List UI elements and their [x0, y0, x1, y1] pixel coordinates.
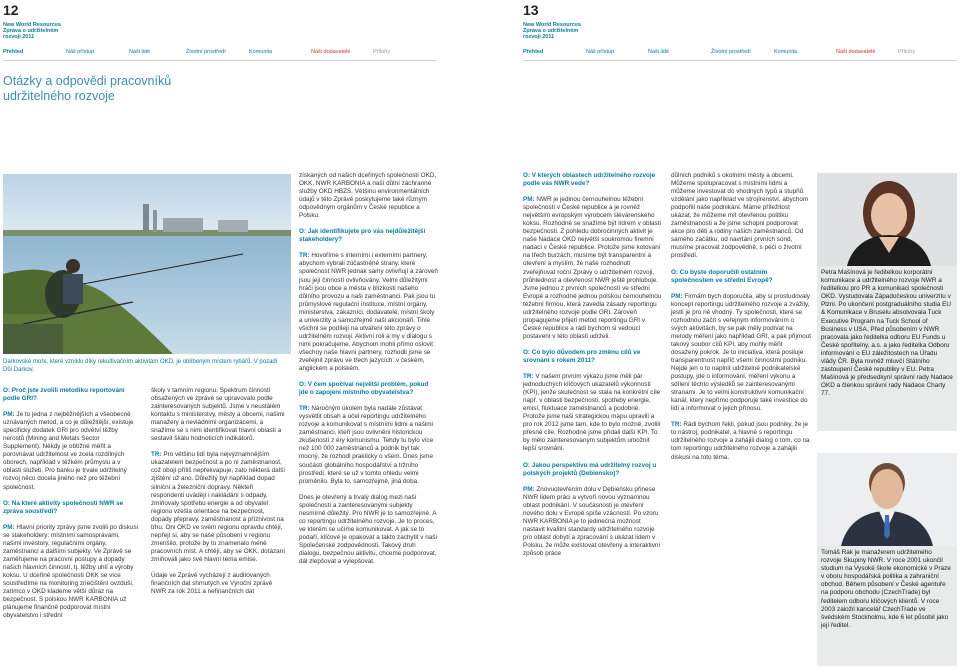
portrait-tomas-rak	[817, 453, 957, 546]
nav-item-prilohy[interactable]: Přílohy	[373, 49, 391, 55]
portrait-illustration	[817, 453, 957, 546]
paragraph: Dnes je otevřený a trvalý dialog mezi naší společností a zainteresovanými subjekty nesmírně důležitý. Pro NWR je to samozřejmé. A co reportingu udržitelného rozvoje. Je to proces, ve kterém se učíme komunikovat. A jak se to podaří, klíčové je opakovat a takto zachytit v naší Společenské zodpovědnosti. Takový druh dialogu, bezpečnou aktivitu, chceme podporovat, dál zlepšovat a vylepšovat.	[299, 493, 438, 566]
nav-item-zivotni-prostredi[interactable]: Životní prostředí	[711, 49, 751, 55]
speaker-label: TR:	[671, 421, 682, 429]
question: O: Co byste doporučili ostatním společnostem ve střední Evropě?	[671, 268, 773, 284]
answer	[299, 405, 439, 485]
answer	[3, 524, 139, 621]
speaker-label: PM:	[3, 411, 15, 419]
section-nav	[3, 49, 436, 61]
nav-item-nas-pristup[interactable]: Náš přístup	[586, 49, 615, 55]
question: O: Proč jste zvolili metodiku reportování podle GRI?	[3, 387, 125, 403]
answer	[523, 486, 663, 558]
speaker-label: TR:	[299, 405, 310, 413]
answer	[523, 373, 663, 453]
answer	[671, 421, 811, 461]
report-title	[3, 22, 73, 41]
answer-text: V našem prvním výkazu jsme měli pár jednoduchých klíčových ukazatelů výkonnosti (KPI), jenže skutečnost se stala na konkrétní cíle např. v oblasti bezpečnosti, spotřeby energie, emisí, fluktuace zaměstnanců a podobně. Protože jsme naši strategickou mapu upravili a pro rok 2012 jsme tam, kde to bylo možné, zvolili přesné cíle. Rozhodně jsme přidali další KPI. To by mělo zainteresovaným subjektům umožnit lepší srovnání.	[523, 373, 661, 453]
nav-item-nasi-dodavatele[interactable]: Naši dodavatelé	[836, 49, 876, 55]
answer-text: Náročným úkolem byla nadále zůstávat vysvětlit obsah a účel reportingu udržitelného rozvoje a komunikovat s místními lidmi a našimi zaměstnanci, kteří jsou ovlivněni historickou zkušeností z éry komunismu. Tehdy tu bylo více než 100 000 zaměstnanců a podnik byl tak mocný, že rozhodl prakticky o všem. Dnes jsme součástí globálního hospodářství a tržního prostředí, které se už v tomto ohledu velmi proměnilo. Byla to, samozřejmě, jiná doba.	[299, 405, 434, 485]
section-nav	[523, 49, 957, 61]
nav-item-prehled[interactable]: Přehled	[523, 49, 544, 55]
left-column-2	[151, 387, 287, 604]
nav-item-prehled[interactable]: Přehled	[3, 49, 24, 55]
nav-item-nasi-lide[interactable]: Naši lidé	[648, 49, 670, 55]
page-number: 13	[523, 2, 539, 18]
page-heading-line: Otázky a odpovědi pracovníků	[3, 74, 172, 88]
report-title-line: rozvoji 2011	[3, 34, 35, 41]
paragraph: Údaje ve Zprávě vycházejí z auditovaných finančních dat shrnutých ve Výroční zprávě NWR za rok 2011 a nefinančních dat	[151, 571, 273, 596]
nav-item-nasi-dodavatele[interactable]: Naši dodavatelé	[311, 49, 351, 55]
question: O: Na které aktivity společnosti NWR se zpráva soustředí?	[3, 499, 124, 515]
page-heading	[3, 74, 243, 104]
question: O: Co bylo důvodem pro změnu cílů ve srovnání s rokem 2011?	[523, 348, 641, 364]
answer-text: Hovoříme s interními i externími partnery, abychom vybrali zúčastněné strany, které společnost NWR jednak samy ovlivňují a zároveň jsou její činností ovlivňovány. Velmi důležitými hráči jsou obce a města v blízkosti našeho důlního provozu a naši zaměstnanci. Pak jsou tu průmyslové regulační instituce, místní orgány, ministerstva, zákazníci, dodavatelé, místní školy a univerzity a samozřejmě naši akcionáři. Tihle všichni se podílejí na utváření této zprávy o udržitelném rozvoji. Aktivní roli a my v dialogu s nimi pokračujeme. Abychom mohli přímo oslovit všechny naše hlavní partnery, rozhodli jsme se zveřejnit zprávu ve třech jazycích: v českém, anglickém a polském.	[299, 252, 438, 373]
answer-text: Rádi bychom řekli, pokud jsou podniky, že je to nástroj, podnikatel, a hlavně s reportingu udržitelného rozvoje a zahájili dialog o tom, co na tom reportingu udržitelného rozvoje a zahájili diskusi na toto téma.	[671, 421, 810, 461]
report-title-line: Zpráva o udržitelném	[3, 28, 59, 35]
report-title	[523, 22, 593, 41]
answer-text: Hlavní priority zprávy jsme zvolili po diskusi se stakeholdery: místními samosprávami, našimi investory, regulačními orgány, zaměstnanci a dalšími subjekty. Ve Zprávě se zaměřujeme na pracovní postupy a dopady našich hlavních činností, tj. těžby uhlí a výroby koksu. U dceřiné společnosti OKK se více soustředíme na monitoring znečištění ovzduší, zatímco v OKD klademe větší důraz na bezpečnost. S polskou NWR KARBONIA už plánujeme finančně podporovat místní obyvatelstvo i střední	[3, 523, 139, 620]
question: O: Jak identifikujete pro vás nejdůležitější stakeholdery?	[299, 228, 426, 244]
paragraph: získaných od našich dceřiných společností OKD, OKK, NWR KARBONIA a naší důlní záchranné služby OKD HBZS. Většinu environmentálních údajů v této Zprávě poskytujeme také různým odpovědným orgánům v České republice a Polsku.	[299, 172, 437, 220]
answer-text: Firmám bych doporučila, aby si prostudovaly koncept reportingu udržitelného rozvoje a zvážily, jestli je pro ně vhodný. Ty společnosti, které se rozhodnou začít s veřejným informováním o svých aktivitách, by se pak měly podívat na metody měření jako například GRI, a pak přijmout takový soubor cílů KPI, aby mohly měřit dosažený pokrok. Je to iniciativa, která posiluje transparentnost napříč všemi činnostmi podniku. Nejde jen o to naplnit udržitelné podnikatelské postupy, jde o informování, měření výkonu a sdílení těchto výsledků se zainteresovanými stranami. Je to velmi konstruktivní komunikační kanál, který nepřímo podporuje také investice do lidí a informovat o jejich přínosu.	[671, 292, 811, 413]
question: O: V kterých oblastech udržitelného rozvoje podle vás NWR vede?	[523, 172, 656, 188]
speaker-label: PM:	[523, 485, 535, 493]
left-column-3	[299, 172, 439, 574]
answer	[299, 252, 439, 373]
nav-item-nas-pristup[interactable]: Náš přístup	[66, 49, 95, 55]
question: O: V čem spočívaí největší problém, pokud jde o zapojení místního obyvatelstva?	[299, 381, 429, 397]
fishing-lake-photo	[3, 174, 291, 354]
speaker-label: TR:	[299, 252, 310, 260]
speaker-label: PM:	[671, 292, 683, 300]
question: O: Jakou perspektivu má udržitelný rozvoj u polských projektů (Debiensko)?	[523, 461, 657, 477]
page-heading-line: udržitelného rozvoje	[3, 89, 115, 103]
answer	[151, 451, 287, 564]
report-title-line: rozvoji 2011	[523, 34, 555, 41]
speaker-label: PM:	[3, 523, 15, 531]
paragraph: školy v tamním regionu. Spektrum činností obsažených ve zprávě se upravovalo podle zainteresovaných subjektů. Jsme v neustálém kontaktu s ministerstvy, městy a obcemi, našimi manažery a nevládními organizacemi, a snažíme se s nimi identifikovat hlavní oblasti a sestavit škálu hodnoticích indikátorů.	[151, 387, 285, 443]
left-column-1	[3, 387, 139, 628]
speaker-label: TR:	[151, 451, 162, 459]
answer-text: NWR je jedinou černouhelnou těžební společností v České republice a je rovněž největším evropským výrobcem slévárenského koksu. Rozhodně se snažíme být lídrem v oblasti bezpečnosti. Z pohledu dobročinných aktivit je naše Nadace OKD největší soukromou firemní nadací v České republice. Protože jsme kotovaní na třech burzách, musíme být transparentní a otevření a myslím, že naše rozhodnutí zveřejňovat roční Zprávy o udržitelném rozvoji, průhlednost a otevřenost NWR ještě prohlubuje. Jsme jednou z prvních společností ve střední Evropě a rozhodně jednou polskou černouhelnou těžební firmou, která zavedla zásady reportingu udržitelného rozvoje podle GRI. Zároveň propagujeme přijetí metod reportingu GRI v České republice a rádi bychom si vedoucí postavení v této oblasti udrželi.	[523, 196, 662, 340]
nav-item-zivotni-prostredi[interactable]: Životní prostředí	[186, 49, 226, 55]
nav-item-komunita[interactable]: Komunita	[249, 49, 273, 55]
right-column-1	[523, 172, 663, 566]
report-title-line: New World Resources	[3, 22, 61, 28]
answer-text: Znovuotevřením dolu v Dębieńsku přinese NWR lidem práci a vytvoří novou významnou oblast podnikání. V současnosti je otevření nového dolu v Evropě spíše vzácností. Po vzoru NWR KARBONIA je to jedinečná možnost nastavit kvalitní standardy udržitelného rozvoje pro oblast dobytí a zpracování s ukázat lidem v Polsku, že může existovat otevřený a interaktivní způsob práce	[523, 485, 661, 557]
speaker-label: TR:	[523, 373, 534, 381]
portrait-illustration	[817, 173, 957, 266]
paragraph: důlních podniků s okolními městy a obcemi. Můžeme spolupracovat s místními lidmi a můžeme investovat do vhodných typů a stupňů vzdělání jako například ve strojírenství, abychom podpořili naše podnikání. Máme příležitost ukázat, že můžeme mít otevřenou politiku zaměstnanosti a že jsme schopni podporovat akce pro děti a rodiny našich zaměstnanců. Od samého začátku, od navrtání prvních sond, musíme pracovat zodpovědně, s péčí o životní prostředí.	[671, 172, 809, 260]
photo-caption: Darkovské moře, které vzniklo díky rekultivačním aktivitám OKD, je oblíbeným místem rybářů. V pozadí Důl Darkov.	[3, 359, 278, 373]
nav-item-nasi-lide[interactable]: Naši lidé	[129, 49, 151, 55]
answer-text: Pro většinu lidí byla nejvýznamnějším ukazatelem bezpečnost a po ní zaměstnanost, což obojí příliš nepřekvapuje, zato některá další zjištění už ano. Důležitý byl například dopad silniční a železniční dopravy. Někteří respondenti uvádějí i nakládání s odpady, zmiňovaly spotřebu energie a od obyvatel regionu vzešla orientace na bezpečnost, dopady přepravy, zaměstnanost a příznivost na trhu. Oni OKD ve svém regionu opravdu chtějí, nepřejí si, aby se naše působení v regionu zmenšilo, protože by to znamenalo méně pracovních míst. A chtějí, aby se OKK, dotázaní zmiňovali jako své hlavní téma emise.	[151, 451, 285, 563]
answer	[671, 293, 811, 414]
speaker-label: PM:	[523, 196, 535, 204]
page-number: 12	[3, 2, 19, 18]
fishing-lake-illustration	[3, 174, 291, 354]
report-title-line: Zpráva o udržitelném	[523, 28, 579, 35]
bio-petra-masinova: Petra Mašínová je ředitelkou korporátní komunikace a udržitelného rozvoje NWR a ředitelkou pro PR a komunikaci společnosti OKD. Vystudovala Západočeskou univerzitu v Plzni. Po ukončení postgraduálního studia EU & Komunikace v Bruselu absolvovala Tuck Executive Program na Tuck School of Business v USA. Před působením v NWR pracovala jako ředitelka odboru EU Funds u České spořitelny, a.s. a jako ředitelka Odboru informování o EU záležitostech na Úřadu vlády ČR. Byla rovněž mluvčí Státního zastoupení České republiky v EU. Petra Mašínová je předsedkyní správní rady Nadace OKD a členkou správní rady Nadace Charty 77.	[817, 266, 957, 431]
nav-item-komunita[interactable]: Komunita	[774, 49, 798, 55]
bio-tomas-rak: Tomáš Rak je manažerem udržitelného rozvoje Skupiny NWR. V roce 2001 ukončil studium na Vysoké škole ekonomické v Praze v oboru hospodářská politika a zahraniční obchod. Během působení v České agentuře na podporu obchodu (CzechTrade) byl ředitelem odboru klíčových klientů. V roce 2003 založil kancelář CzechTrade ve švédském Stockholmu, kde 6 let působil jako její ředitel.	[817, 546, 957, 666]
nav-item-prilohy[interactable]: Přílohy	[898, 49, 916, 55]
answer	[523, 196, 663, 341]
right-column-2	[671, 172, 811, 470]
report-title-line: New World Resources	[523, 22, 581, 28]
portrait-petra-masinova	[817, 173, 957, 266]
answer-text: Je to jedna z nejběžnějších a všeobecně uznávaných metod, a co je důležitější, existuje specifický dodatek GRI pro odvětví těžby nerostů (Mining and Metals Sector Supplement). Někdy je obtížné měřit a porovnávat udržitelnost ve zcela rozdílných oborech, například v těžkém průmyslu a v oblasti služeb. Pro banku je trvale udržitelný rozvoj něco docela jiného než pro těžební společnost.	[3, 411, 134, 491]
answer	[3, 411, 139, 491]
